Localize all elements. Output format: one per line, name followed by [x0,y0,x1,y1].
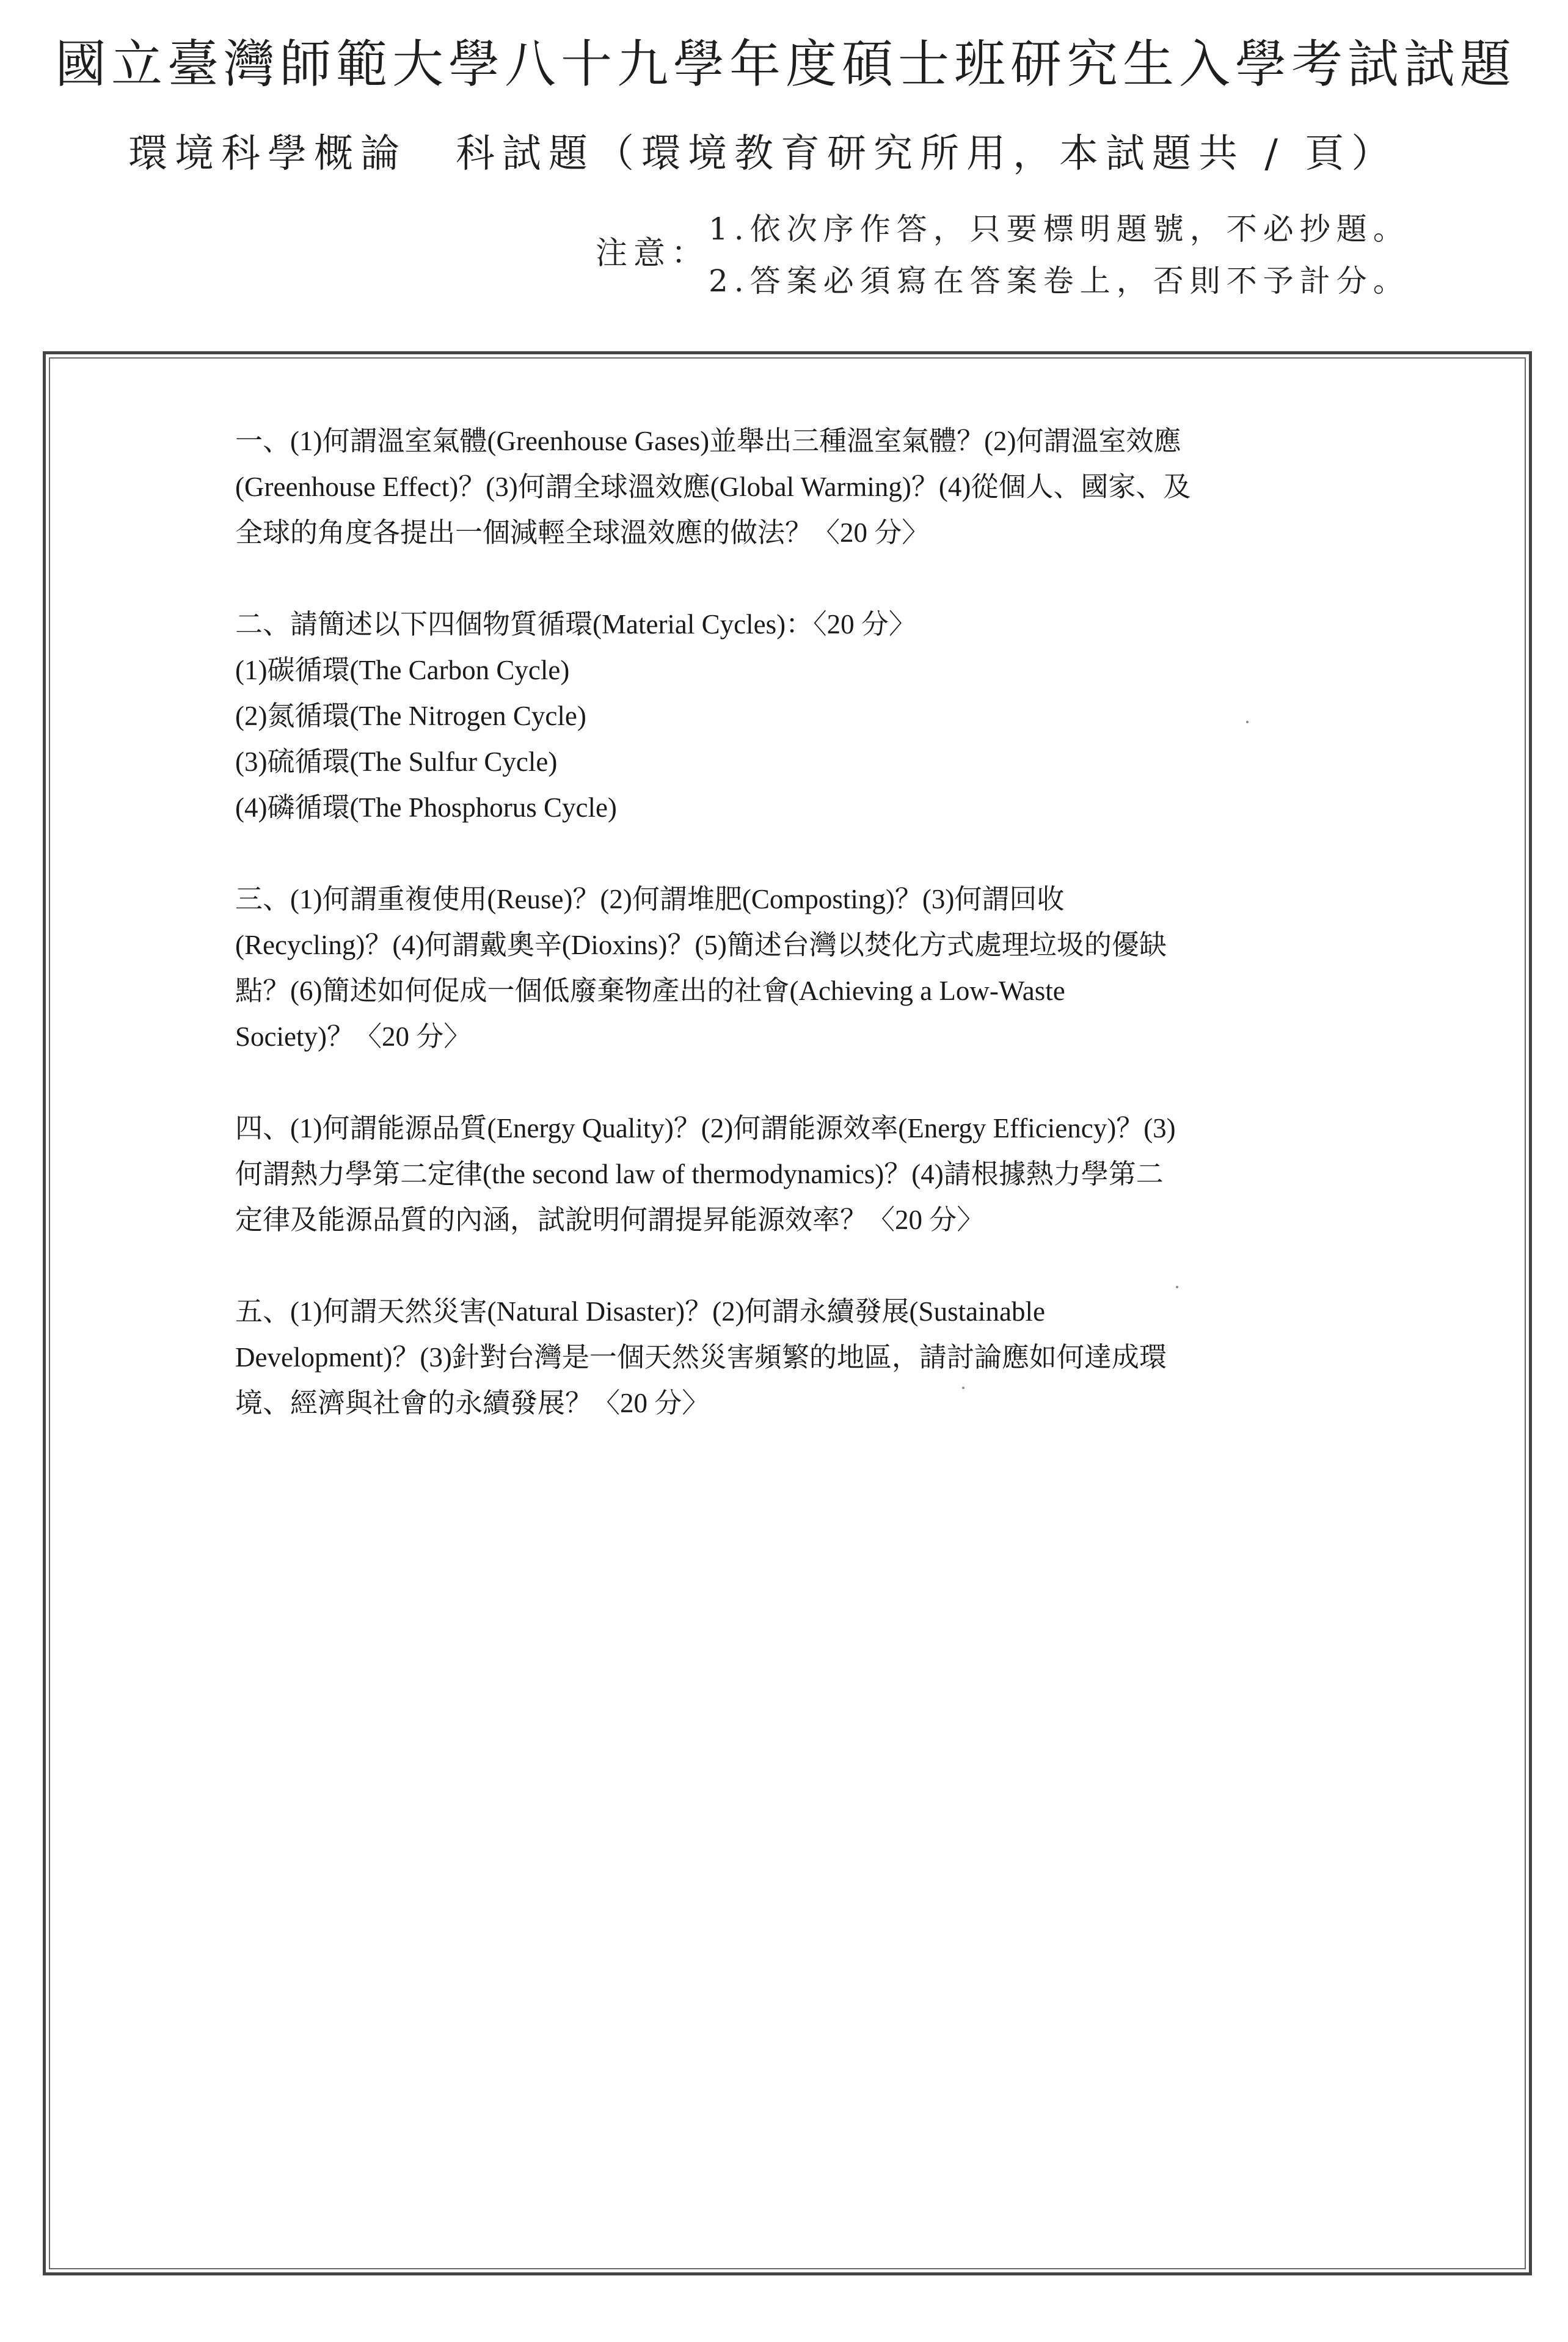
question-1 [235,418,1310,556]
question-list [235,418,1310,1472]
question-line: 一、(1)何謂溫室氣體(Greenhouse Gases)並舉出三種溫室氣體？(2)何謂溫室效應 [235,426,1181,456]
question-line: 四、(1)何謂能源品質(Energy Quality)？(2)何謂能源效率(Energy Efficiency)？(3) [235,1113,1176,1144]
subject-name: 環境科學概論 [128,131,407,177]
notice-item: 1.依次序作答，只要標明題號，不必抄題。 [709,211,1410,247]
question-line: (Greenhouse Effect)？(3)何謂全球溫效應(Global Warming)？(4)從個人、國家、及 [235,472,1191,502]
scan-speck [1176,1286,1178,1288]
question-line: 三、(1)何謂重複使用(Reuse)？(2)何謂堆肥(Composting)？(3)何謂回收 [235,884,1065,914]
subject-line [128,122,1398,178]
question-4 [235,1106,1310,1243]
question-line: (3)硫循環(The Sulfur Cycle) [235,746,558,777]
scan-speck [1246,721,1249,723]
question-5 [235,1289,1310,1426]
question-line: (Recycling)？(4)何謂戴奧辛(Dioxins)？(5)簡述台灣以焚化方式處理垃圾的優缺 [235,930,1167,960]
question-line: 定律及能源品質的內涵，試說明何謂提昇能源效率？〈20 分〉 [235,1205,985,1235]
notice-label: 注意： [596,235,710,272]
exam-title: 國立臺灣師範大學八十九學年度碩士班研究生入學考試試題 [55,34,1517,94]
question-line: Society)？〈20 分〉 [235,1021,472,1052]
notice-item: 2.答案必須寫在答案卷上，否則不予計分。 [709,263,1410,299]
question-line: (2)氮循環(The Nitrogen Cycle) [235,701,586,731]
question-line: (4)磷循環(The Phosphorus Cycle) [235,792,617,823]
scan-speck [962,1387,965,1389]
question-line: 何謂熱力學第二定律(the second law of thermodynamics)？(4)請根據熱力學第二 [235,1159,1164,1189]
question-line: 二、請簡述以下四個物質循環(Material Cycles)：〈20 分〉 [235,609,916,640]
question-3 [235,877,1310,1060]
question-line: (1)碳循環(The Carbon Cycle) [235,655,570,685]
question-line: 全球的角度各提出一個減輕全球溫效應的做法？〈20 分〉 [235,517,930,548]
question-line: 境、經濟與社會的永續發展？〈20 分〉 [235,1388,710,1418]
question-line: 點？(6)簡述如何促成一個低廢棄物產出的社會(Achieving a Low-Waste [235,976,1065,1006]
question-line: 五、(1)何謂天然災害(Natural Disaster)？(2)何謂永續發展(Sustainable [235,1296,1046,1327]
question-2 [235,602,1310,831]
question-line: Development)？(3)針對台灣是一個天然災害頻繁的地區，請討論應如何達成環 [235,1342,1167,1373]
subject-suffix: 科試題（環境教育研究所用，本試題共 / 頁） [456,131,1398,177]
